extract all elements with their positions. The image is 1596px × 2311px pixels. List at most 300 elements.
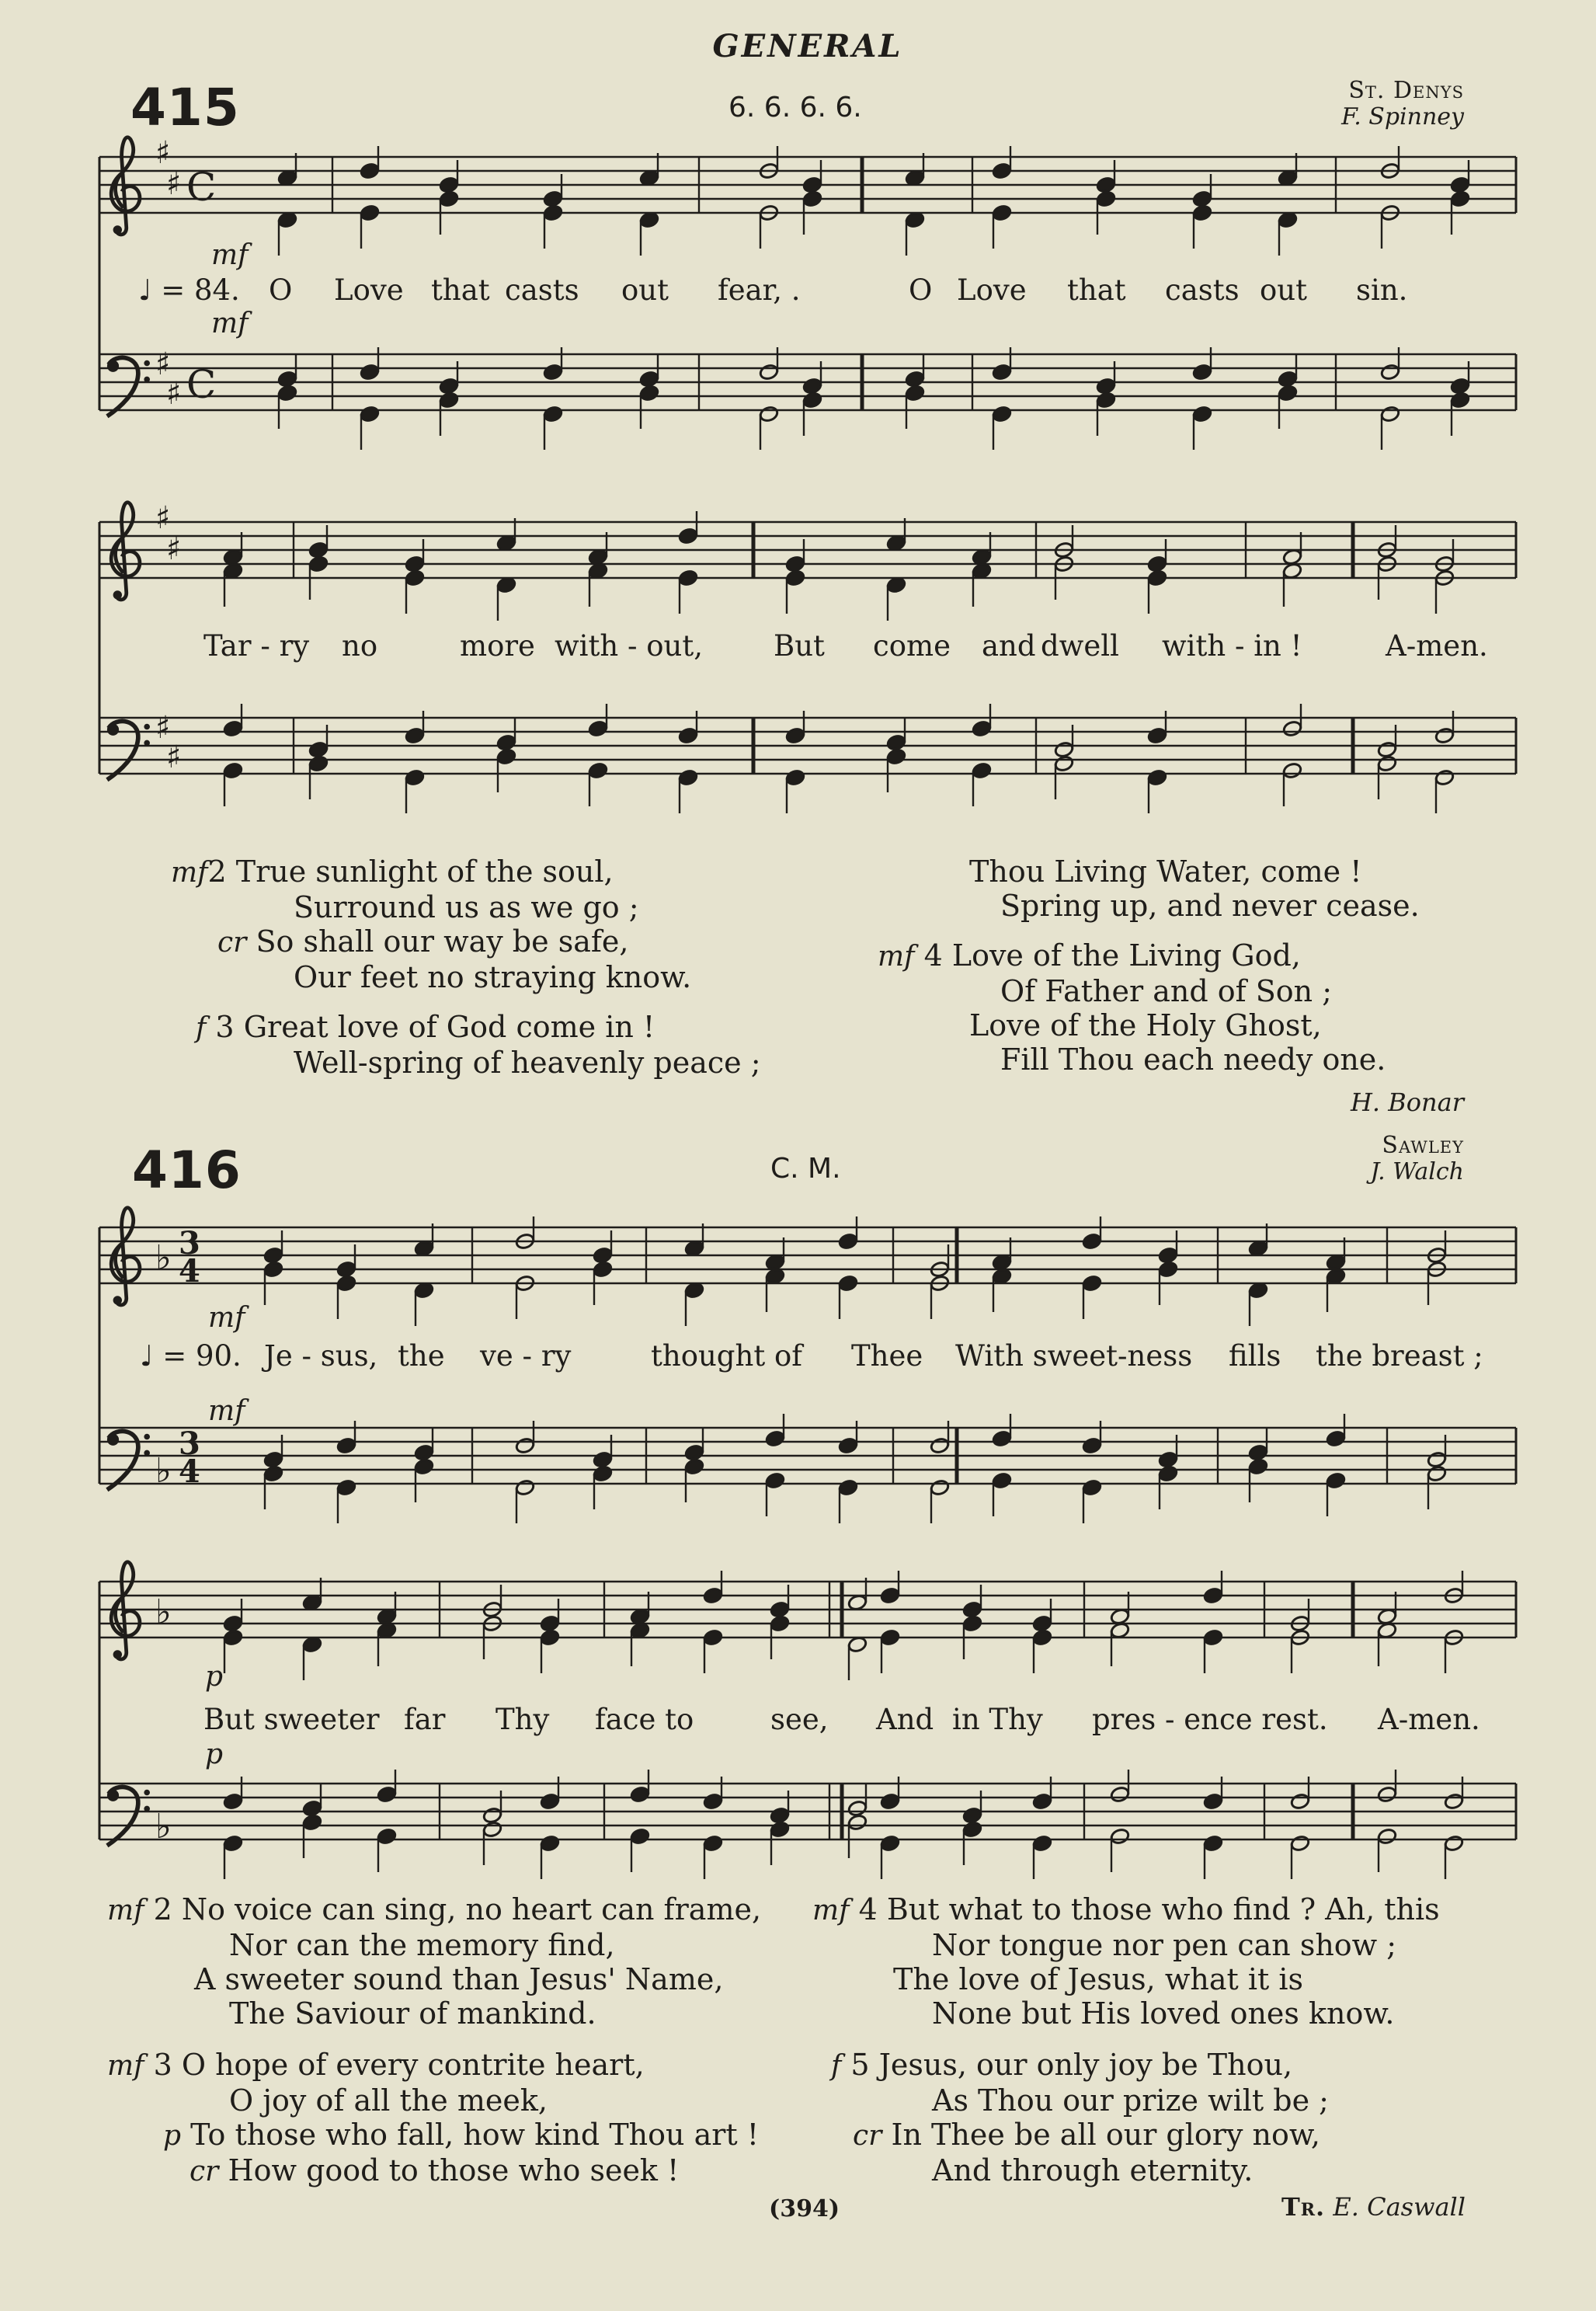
quarter-note bbox=[1096, 176, 1116, 194]
quarter-note bbox=[1278, 385, 1298, 402]
tune-name: St. Denys bbox=[1348, 77, 1464, 104]
lyric-syllable: no bbox=[342, 629, 378, 663]
lyric-syllable: fear, . bbox=[718, 273, 801, 307]
verse-line: Great love of God come in ! bbox=[243, 1010, 655, 1044]
verse-block-right bbox=[878, 854, 1546, 1077]
half-note bbox=[1290, 1835, 1310, 1853]
quarter-note bbox=[336, 1275, 356, 1293]
quarter-note bbox=[263, 1261, 283, 1279]
verse-line: O joy of all the meek, bbox=[229, 2083, 548, 2118]
verse-line: In Thee be all our glory now, bbox=[891, 2118, 1320, 2152]
quarter-note bbox=[308, 755, 329, 773]
quarter-note bbox=[630, 1828, 650, 1846]
tempo-mark: ♩ = 84. bbox=[138, 273, 240, 307]
quarter-note bbox=[838, 1275, 858, 1293]
treble-clef-icon bbox=[111, 137, 140, 235]
quarter-note bbox=[543, 405, 563, 423]
quarter-note bbox=[639, 371, 659, 388]
translator-credit bbox=[1165, 2192, 1466, 2222]
quarter-note bbox=[785, 569, 805, 587]
verse-line: Surround us as we go ; bbox=[294, 890, 639, 924]
quarter-note bbox=[1096, 392, 1116, 409]
quarter-note bbox=[678, 769, 698, 787]
half-note bbox=[1377, 755, 1397, 773]
verse-line: Nor can the memory find, bbox=[229, 1928, 615, 1962]
dynamic-mark: f bbox=[196, 1012, 207, 1044]
verse-number: 4 bbox=[858, 1892, 878, 1926]
lyric-syllable: that bbox=[1067, 273, 1126, 307]
quarter-note bbox=[880, 1793, 900, 1811]
time-signature: C bbox=[186, 362, 217, 407]
verse-block-left bbox=[171, 854, 808, 1080]
quarter-note bbox=[439, 176, 459, 194]
quarter-note bbox=[1082, 1233, 1102, 1251]
lyric-syllable: But bbox=[774, 629, 825, 663]
translator-prefix: Tr. bbox=[1281, 2192, 1326, 2222]
lyric-syllable: and bbox=[982, 629, 1036, 663]
quarter-note bbox=[496, 748, 516, 766]
quarter-note bbox=[678, 527, 698, 545]
quarter-note bbox=[770, 1615, 790, 1633]
lyric-syllable: far bbox=[404, 1703, 446, 1736]
quarter-note bbox=[678, 569, 698, 587]
verse-number: 3 bbox=[153, 2048, 172, 2082]
half-note bbox=[1054, 741, 1074, 759]
lyric-syllable: fills bbox=[1229, 1339, 1281, 1373]
quarter-note bbox=[540, 1615, 560, 1633]
quarter-note bbox=[1096, 378, 1116, 395]
quarter-note bbox=[223, 1793, 243, 1811]
dynamic-mark: mf bbox=[211, 308, 249, 339]
quarter-note bbox=[992, 364, 1012, 381]
quarter-note bbox=[972, 720, 992, 738]
lyric-syllable: Thy bbox=[495, 1703, 550, 1736]
time-signature: C bbox=[186, 165, 217, 210]
lyric-syllable: casts bbox=[1165, 273, 1240, 307]
time-signature: 3 bbox=[179, 1225, 200, 1262]
verse-line: Love of the Living God, bbox=[951, 938, 1301, 973]
bass-clef-icon bbox=[107, 1431, 150, 1490]
lyric-syllable: with - out, bbox=[555, 629, 703, 663]
quarter-note bbox=[336, 1479, 356, 1497]
quarter-note bbox=[308, 541, 329, 559]
verse-line: How good to those who seek ! bbox=[228, 2153, 680, 2187]
quarter-note bbox=[1192, 204, 1212, 222]
quarter-note bbox=[1450, 378, 1470, 395]
quarter-note bbox=[1203, 1629, 1223, 1647]
page-header: GENERAL bbox=[712, 28, 903, 64]
half-note bbox=[1282, 762, 1302, 780]
bass-clef-icon bbox=[107, 721, 150, 780]
quarter-note bbox=[972, 762, 992, 780]
quarter-note bbox=[405, 569, 425, 587]
quarter-note bbox=[838, 1479, 858, 1497]
dynamic-mark: p bbox=[205, 1661, 224, 1693]
quarter-note bbox=[360, 405, 380, 423]
dynamic-mark: cr bbox=[853, 2120, 882, 2152]
accidental-sign: ♯ bbox=[155, 135, 171, 171]
quarter-note bbox=[703, 1835, 723, 1853]
quarter-note bbox=[1203, 1587, 1223, 1605]
half-note bbox=[1110, 1786, 1130, 1804]
quarter-note bbox=[360, 204, 380, 222]
verse-line: Love of the Holy Ghost, bbox=[969, 1008, 1322, 1042]
quarter-note bbox=[1082, 1437, 1102, 1455]
lyric-syllable: Tar - ry bbox=[203, 629, 310, 663]
quarter-note bbox=[1147, 727, 1167, 745]
hymn-number: 415 bbox=[130, 78, 240, 137]
half-note bbox=[1290, 1793, 1310, 1811]
half-note bbox=[847, 1800, 868, 1818]
lyric-syllable: with - in ! bbox=[1162, 629, 1302, 663]
tempo-mark: ♩ = 90. bbox=[140, 1339, 242, 1373]
quarter-note bbox=[1082, 1479, 1102, 1497]
meter: 6. 6. 6. 6. bbox=[728, 92, 862, 124]
lyric-syllable: O bbox=[909, 273, 933, 307]
half-note bbox=[759, 405, 779, 423]
quarter-note bbox=[1192, 364, 1212, 381]
quarter-note bbox=[886, 748, 906, 766]
verse-block-left bbox=[107, 1892, 806, 2189]
verse-line: And through eternity. bbox=[932, 2153, 1254, 2187]
quarter-note bbox=[223, 762, 243, 780]
half-note bbox=[482, 1821, 502, 1839]
half-note bbox=[1434, 727, 1455, 745]
verse-line: To those who fall, how kind Thou art ! bbox=[190, 2118, 760, 2152]
quarter-note bbox=[1192, 405, 1212, 423]
quarter-note bbox=[593, 1261, 613, 1279]
hymn-number: 416 bbox=[132, 1140, 242, 1200]
quarter-note bbox=[263, 1465, 283, 1483]
quarter-note bbox=[360, 162, 380, 180]
quarter-note bbox=[1248, 1444, 1268, 1462]
quarter-note bbox=[302, 1814, 322, 1832]
quarter-note bbox=[785, 727, 805, 745]
quarter-note bbox=[1450, 392, 1470, 409]
quarter-note bbox=[1032, 1835, 1052, 1853]
quarter-note bbox=[992, 405, 1012, 423]
quarter-note bbox=[1158, 1451, 1178, 1469]
quarter-note bbox=[588, 720, 608, 738]
accidental-sign: ♭ bbox=[155, 1451, 172, 1491]
half-note bbox=[1444, 1793, 1464, 1811]
verse-line: Nor tongue nor pen can show ; bbox=[932, 1928, 1397, 1962]
quarter-note bbox=[439, 378, 459, 395]
quarter-note bbox=[540, 1629, 560, 1647]
lyric-syllable: With sweet-ness bbox=[955, 1339, 1193, 1373]
quarter-note bbox=[1096, 190, 1116, 208]
dynamic-mark: mf bbox=[208, 1395, 245, 1427]
quarter-note bbox=[785, 769, 805, 787]
lyric-syllable: Je - sus, bbox=[264, 1339, 378, 1373]
tune-name: Sawley bbox=[1382, 1132, 1464, 1159]
translator-name: E. Caswall bbox=[1333, 2192, 1466, 2222]
lyric-syllable: face to bbox=[595, 1703, 694, 1736]
quarter-note bbox=[1450, 190, 1470, 208]
half-note bbox=[1377, 741, 1397, 759]
quarter-note bbox=[1032, 1615, 1052, 1633]
quarter-note bbox=[1158, 1465, 1178, 1483]
quarter-note bbox=[962, 1821, 982, 1839]
author-credit: H. Bonar bbox=[1350, 1088, 1464, 1117]
quarter-note bbox=[223, 1629, 243, 1647]
quarter-note bbox=[992, 1472, 1012, 1490]
time-signature: 4 bbox=[179, 1453, 200, 1490]
quarter-note bbox=[377, 1786, 397, 1804]
quarter-note bbox=[1032, 1793, 1052, 1811]
treble-clef-icon bbox=[111, 1562, 140, 1659]
lyric-syllable: out bbox=[1260, 273, 1307, 307]
verse-line: Spring up, and never cease. bbox=[1000, 889, 1420, 923]
quarter-note bbox=[962, 1807, 982, 1825]
accidental-sign: ♯ bbox=[166, 376, 182, 412]
quarter-note bbox=[886, 734, 906, 752]
quarter-note bbox=[785, 555, 805, 573]
quarter-note bbox=[414, 1458, 434, 1476]
quarter-note bbox=[543, 190, 563, 208]
half-note bbox=[930, 1479, 950, 1497]
quarter-note bbox=[1032, 1629, 1052, 1647]
quarter-note bbox=[1147, 555, 1167, 573]
quarter-note bbox=[703, 1793, 723, 1811]
quarter-note bbox=[414, 1444, 434, 1462]
quarter-note bbox=[336, 1261, 356, 1279]
lyric-syllable: pres - ence rest. bbox=[1092, 1703, 1328, 1736]
quarter-note bbox=[308, 741, 329, 759]
quarter-note bbox=[1450, 176, 1470, 194]
half-note bbox=[1434, 769, 1455, 787]
quarter-note bbox=[1326, 1472, 1346, 1490]
verse-line: No voice can sing, no heart can frame, bbox=[181, 1892, 762, 1926]
dynamic-mark: mf bbox=[878, 941, 915, 973]
quarter-note bbox=[962, 1615, 982, 1633]
quarter-note bbox=[992, 162, 1012, 180]
dynamic-mark: mf bbox=[812, 1895, 850, 1926]
treble-clef-icon bbox=[111, 503, 140, 600]
quarter-note bbox=[880, 1587, 900, 1605]
quarter-note bbox=[588, 762, 608, 780]
lyric-syllable: And bbox=[876, 1703, 934, 1736]
dynamic-mark: f bbox=[831, 2050, 842, 2082]
half-note bbox=[1380, 364, 1400, 381]
composer: F. Spinney bbox=[1341, 103, 1464, 131]
dynamic-mark: mf bbox=[171, 857, 208, 889]
quarter-note bbox=[703, 1629, 723, 1647]
accidental-sign: ♭ bbox=[155, 1807, 172, 1846]
verse-line: The love of Jesus, what it is bbox=[893, 1962, 1303, 1996]
quarter-note bbox=[880, 1835, 900, 1853]
quarter-note bbox=[223, 1615, 243, 1633]
quarter-note bbox=[802, 378, 822, 395]
lyric-syllable: Love bbox=[334, 273, 404, 307]
verse-line: True sunlight of the soul, bbox=[235, 854, 614, 889]
lyric-syllable: O bbox=[269, 273, 293, 307]
verse-line: Fill Thou each needy one. bbox=[1000, 1042, 1386, 1077]
quarter-note bbox=[802, 176, 822, 194]
quarter-note bbox=[360, 364, 380, 381]
bass-clef-icon bbox=[107, 357, 150, 416]
quarter-note bbox=[405, 727, 425, 745]
quarter-note bbox=[593, 1451, 613, 1469]
quarter-note bbox=[223, 1835, 243, 1853]
lyric-syllable: ve - ry bbox=[480, 1339, 572, 1373]
lyric-syllable: A-men. bbox=[1386, 629, 1488, 663]
verse-line: The Saviour of mankind. bbox=[229, 1996, 596, 2031]
quarter-note bbox=[593, 1247, 613, 1265]
verse-line: A sweeter sound than Jesus' Name, bbox=[194, 1962, 724, 1996]
dynamic-mark: p bbox=[205, 1738, 224, 1770]
accidental-sign: ♭ bbox=[155, 1238, 172, 1278]
quarter-note bbox=[1203, 1793, 1223, 1811]
verse-line: But what to those who find ? Ah, this bbox=[886, 1892, 1440, 1926]
lyric-syllable: the bbox=[398, 1339, 445, 1373]
half-note bbox=[1377, 1786, 1397, 1804]
quarter-note bbox=[543, 204, 563, 222]
verse-number: 4 bbox=[923, 938, 943, 973]
quarter-note bbox=[540, 1835, 560, 1853]
lyric-syllable: the breast ; bbox=[1316, 1339, 1483, 1373]
lyric-syllable: that bbox=[431, 273, 490, 307]
lyric-syllable: out bbox=[621, 273, 669, 307]
dynamic-mark: mf bbox=[208, 1302, 245, 1334]
verse-line: None but His loved ones know. bbox=[932, 1996, 1395, 2031]
quarter-note bbox=[1158, 1247, 1178, 1265]
half-note bbox=[1427, 1465, 1447, 1483]
dynamic-mark: cr bbox=[217, 927, 247, 959]
verse-line: Well-spring of heavenly peace ; bbox=[294, 1046, 761, 1080]
accidental-sign: ♯ bbox=[155, 710, 171, 746]
accidental-sign: ♯ bbox=[155, 500, 171, 536]
half-note bbox=[515, 1479, 535, 1497]
lyric-syllable: more bbox=[460, 629, 535, 663]
verse-line: O hope of every contrite heart, bbox=[181, 2048, 645, 2082]
half-note bbox=[1380, 405, 1400, 423]
quarter-note bbox=[765, 1430, 785, 1448]
verse-line: Of Father and of Son ; bbox=[1000, 974, 1333, 1008]
quarter-note bbox=[543, 364, 563, 381]
lyric-syllable: casts bbox=[505, 273, 579, 307]
lyric-syllable: Love bbox=[957, 273, 1027, 307]
lyric-syllable: come bbox=[873, 629, 951, 663]
accidental-sign: ♭ bbox=[155, 1592, 172, 1632]
quarter-note bbox=[263, 1247, 283, 1265]
verse-number: 2 bbox=[207, 854, 227, 889]
verse-number: 2 bbox=[153, 1892, 172, 1926]
meter: C. M. bbox=[770, 1153, 841, 1185]
quarter-note bbox=[639, 385, 659, 402]
accidental-sign: ♯ bbox=[155, 346, 171, 382]
verse-block-right bbox=[812, 1892, 1558, 2187]
quarter-note bbox=[263, 1451, 283, 1469]
dynamic-mark: cr bbox=[190, 2156, 219, 2187]
quarter-note bbox=[302, 1800, 322, 1818]
verse-number: 5 bbox=[850, 2048, 870, 2082]
quarter-note bbox=[802, 392, 822, 409]
quarter-note bbox=[277, 385, 297, 402]
dynamic-mark: mf bbox=[107, 1895, 144, 1926]
quarter-note bbox=[593, 1465, 613, 1483]
quarter-note bbox=[905, 371, 925, 388]
accidental-sign: ♯ bbox=[166, 531, 182, 567]
accidental-sign: ♯ bbox=[166, 166, 182, 202]
quarter-note bbox=[308, 555, 329, 573]
quarter-note bbox=[405, 555, 425, 573]
quarter-note bbox=[1082, 1275, 1102, 1293]
quarter-note bbox=[770, 1821, 790, 1839]
verse-line: Our feet no straying know. bbox=[294, 960, 692, 994]
quarter-note bbox=[765, 1472, 785, 1490]
lyric-syllable: dwell bbox=[1041, 629, 1119, 663]
quarter-note bbox=[405, 769, 425, 787]
verse-line: Jesus, our only joy be Thou, bbox=[878, 2048, 1293, 2082]
time-signature: 4 bbox=[179, 1253, 200, 1289]
verse-line: So shall our way be safe, bbox=[256, 924, 629, 959]
quarter-note bbox=[838, 1233, 858, 1251]
half-note bbox=[930, 1437, 950, 1455]
quarter-note bbox=[992, 1430, 1012, 1448]
lyric-syllable: A-men. bbox=[1378, 1703, 1480, 1736]
half-note bbox=[1444, 1835, 1464, 1853]
composer: J. Walch bbox=[1370, 1158, 1464, 1185]
half-note bbox=[1282, 720, 1302, 738]
half-note bbox=[482, 1807, 502, 1825]
quarter-note bbox=[684, 1458, 704, 1476]
lyric-syllable: Thee bbox=[851, 1339, 923, 1373]
half-note bbox=[759, 364, 779, 381]
treble-clef-icon bbox=[111, 1208, 140, 1305]
quarter-note bbox=[1278, 371, 1298, 388]
lyric-syllable: sin. bbox=[1356, 273, 1408, 307]
verse-line: As Thou our prize wilt be ; bbox=[932, 2083, 1329, 2118]
quarter-note bbox=[838, 1437, 858, 1455]
verse-number: 3 bbox=[215, 1010, 235, 1044]
quarter-note bbox=[992, 204, 1012, 222]
quarter-note bbox=[1326, 1430, 1346, 1448]
half-note bbox=[515, 1437, 535, 1455]
quarter-note bbox=[1147, 769, 1167, 787]
dynamic-mark: p bbox=[163, 2120, 182, 2152]
quarter-note bbox=[880, 1629, 900, 1647]
quarter-note bbox=[962, 1601, 982, 1619]
quarter-note bbox=[277, 371, 297, 388]
quarter-note bbox=[496, 734, 516, 752]
lyric-syllable: thought of bbox=[651, 1339, 802, 1373]
quarter-note bbox=[802, 190, 822, 208]
lyric-syllable: see, bbox=[770, 1703, 829, 1736]
lyric-syllable: in Thy bbox=[952, 1703, 1043, 1736]
quarter-note bbox=[439, 190, 459, 208]
quarter-note bbox=[377, 1828, 397, 1846]
quarter-note bbox=[684, 1444, 704, 1462]
page-number: (394) bbox=[769, 2195, 840, 2222]
accidental-sign: ♯ bbox=[166, 740, 182, 775]
half-note bbox=[1377, 1828, 1397, 1846]
quarter-note bbox=[439, 392, 459, 409]
quarter-note bbox=[770, 1807, 790, 1825]
time-signature: 3 bbox=[179, 1425, 200, 1462]
dynamic-mark: mf bbox=[211, 239, 249, 271]
tune-attribution bbox=[1165, 1133, 1464, 1185]
half-note bbox=[1054, 755, 1074, 773]
quarter-note bbox=[1192, 190, 1212, 208]
half-note bbox=[1110, 1828, 1130, 1846]
quarter-note bbox=[1248, 1458, 1268, 1476]
quarter-note bbox=[770, 1601, 790, 1619]
lyric-syllable: But sweeter bbox=[203, 1703, 380, 1736]
half-note bbox=[1427, 1451, 1447, 1469]
quarter-note bbox=[1158, 1261, 1178, 1279]
quarter-note bbox=[1147, 569, 1167, 587]
